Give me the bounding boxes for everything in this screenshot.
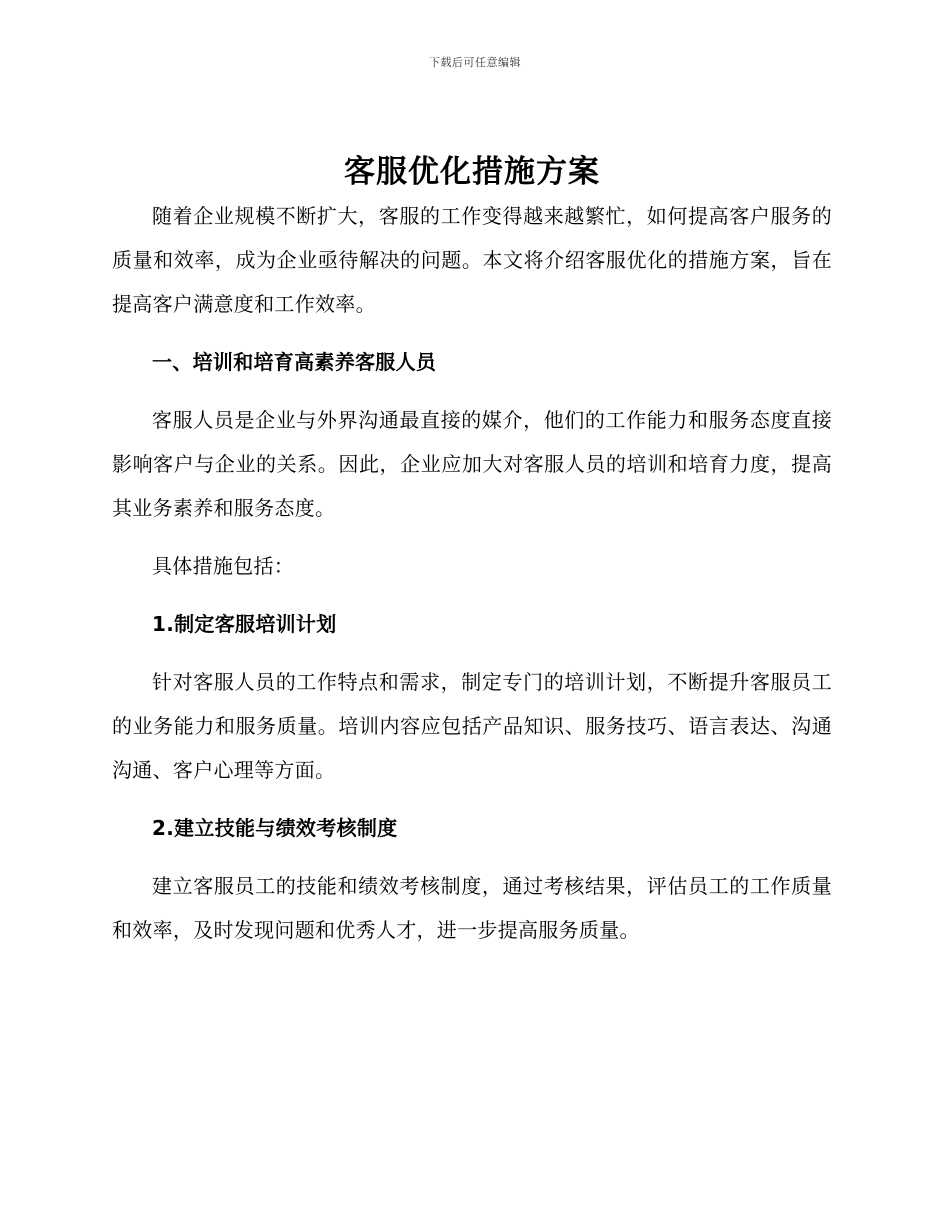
spacer: [112, 588, 832, 602]
section-paragraph-training: 客服人员是企业与外界沟通最直接的媒介，他们的工作能力和服务态度直接影响客户与企业的关系。因此，企业应加大对客服人员的培训和培育力度，提高其业务素养和服务态度。: [112, 408, 832, 520]
spacer: [112, 850, 832, 864]
spacer: [112, 530, 832, 544]
spacer: [112, 326, 832, 340]
spacer: [112, 646, 832, 660]
measure-heading-training-plan: 1.制定客服培训计划: [152, 612, 337, 636]
section-heading-training: 一、培训和培育高素养客服人员: [152, 350, 437, 374]
measure-paragraph-assessment: 建立客服员工的技能和绩效考核制度，通过考核结果，评估员工的工作质量和效率，及时发现问题和优秀人才，进一步提高服务质量。: [112, 874, 832, 942]
spacer: [112, 792, 832, 806]
page-header-note: 下载后可任意编辑: [429, 56, 521, 69]
spacer: [112, 384, 832, 398]
measures-lead: 具体措施包括：: [152, 554, 295, 578]
measure-paragraph-training-plan: 针对客服人员的工作特点和需求，制定专门的培训计划，不断提升客服员工的业务能力和服务质量。培训内容应包括产品知识、服务技巧、语言表达、沟通沟通、客户心理等方面。: [112, 670, 832, 782]
intro-paragraph: 随着企业规模不断扩大，客服的工作变得越来越繁忙，如何提高客户服务的质量和效率，成为企业亟待解决的问题。本文将介绍客服优化的措施方案，旨在提高客户满意度和工作效率。: [112, 204, 832, 316]
measure-heading-assessment: 2.建立技能与绩效考核制度: [152, 816, 398, 840]
document-body: [112, 150, 832, 952]
document-title: 客服优化措施方案: [344, 154, 600, 190]
